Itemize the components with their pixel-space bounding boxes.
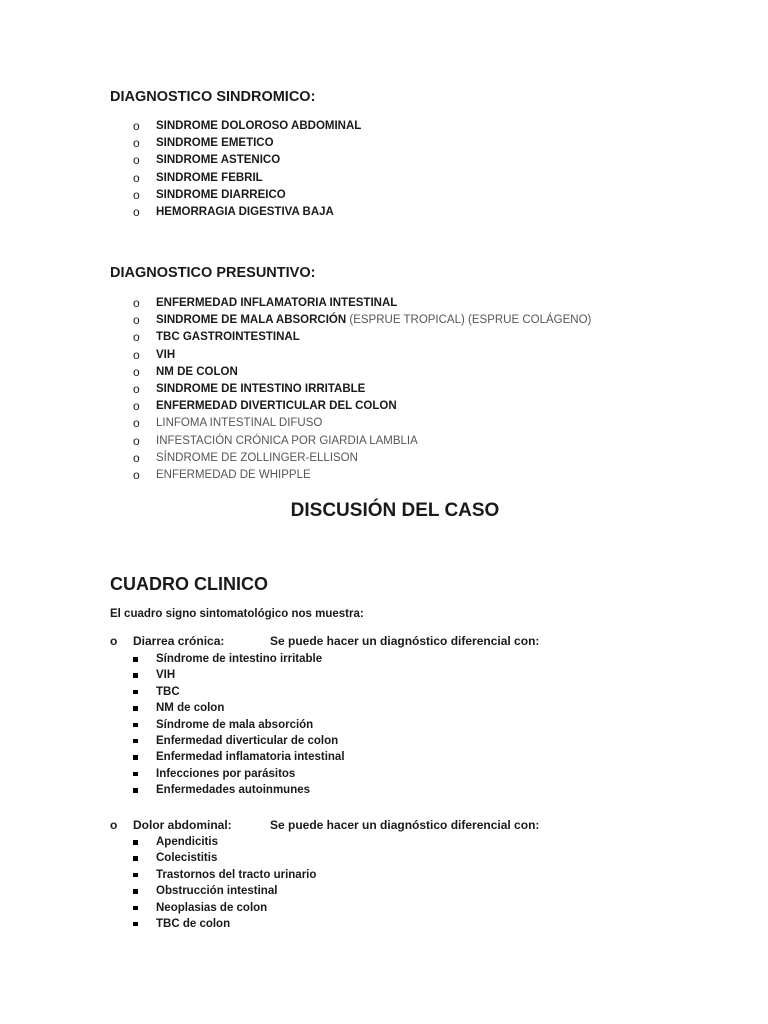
list-item: Síndrome de mala absorción [133,717,345,733]
sindromico-list [133,118,361,221]
list-item: o SINDROME DOLOROSO ABDOMINAL [133,119,362,133]
symptom-note: Se puede hacer un diagnóstico diferencial con: [270,818,540,832]
list-item: Síndrome de intestino irritable [133,651,345,667]
dolor-differential-list [133,834,316,932]
list-item: Enfermedades autoinmunes [133,782,345,798]
list-item: o SINDROME ASTENICO [133,153,281,168]
list-item: o SINDROME DE INTESTINO IRRITABLE [133,381,366,396]
list-item: o HEMORRAGIA DIGESTIVA BAJA [133,204,334,219]
diagnostico-sindromico-heading: DIAGNOSTICO SINDROMICO: [110,89,316,105]
list-item: o SINDROME EMETICO [133,136,274,151]
list-item: o SÍNDROME DE ZOLLINGER-ELLISON [133,450,358,465]
list-item: Obstrucción intestinal [133,883,316,899]
list-item: o ENFERMEDAD DE WHIPPLE [133,467,311,482]
discusion-heading: DISCUSIÓN DEL CASO [290,500,500,521]
list-item: Trastornos del tracto urinario [133,867,316,883]
list-item: TBC [133,684,345,700]
symptom-note: Se puede hacer un diagnóstico diferencial con: [270,634,540,648]
list-item: o SINDROME DE MALA ABSORCIÓN (ESPRUE TROPICAL) (ESPRUE COLÁGENO) [133,313,592,328]
list-item: Apendicitis [133,834,316,850]
list-item: o TBC GASTROINTESTINAL [133,330,300,345]
list-item: o NM DE COLON [133,364,238,379]
list-item: Colecistitis [133,850,316,866]
intro-text: El cuadro signo sintomatológico nos muestra: [110,608,364,620]
bullet: o [110,818,118,832]
list-item: o INFESTACIÓN CRÓNICA POR GIARDIA LAMBLIA [133,433,418,448]
list-item: Enfermedad diverticular de colon [133,733,345,749]
list-item: NM de colon [133,700,345,716]
list-item: o ENFERMEDAD DIVERTICULAR DEL COLON [133,399,397,414]
list-item: VIH [133,667,345,683]
list-item: Neoplasias de colon [133,900,316,916]
bullet: o [110,634,118,648]
list-item: o SINDROME FEBRIL [133,170,263,185]
diarrea-differential-list [133,651,345,799]
diagnostico-presuntivo-heading: DIAGNOSTICO PRESUNTIVO: [110,265,316,281]
list-item: o ENFERMEDAD INFLAMATORIA INTESTINAL [133,296,398,310]
symptom-name: Dolor abdominal: [133,818,232,832]
list-item: Enfermedad inflamatoria intestinal [133,749,345,765]
list-item: o SINDROME DIARREICO [133,187,286,202]
symptom-name: Diarrea crónica: [133,634,225,648]
cuadro-clinico-heading: CUADRO CLINICO [110,574,268,594]
list-item: TBC de colon [133,916,316,932]
list-item: o VIH [133,347,176,362]
list-item: o LINFOMA INTESTINAL DIFUSO [133,416,323,431]
list-item: Infecciones por parásitos [133,766,345,782]
presuntivo-list [133,295,591,484]
